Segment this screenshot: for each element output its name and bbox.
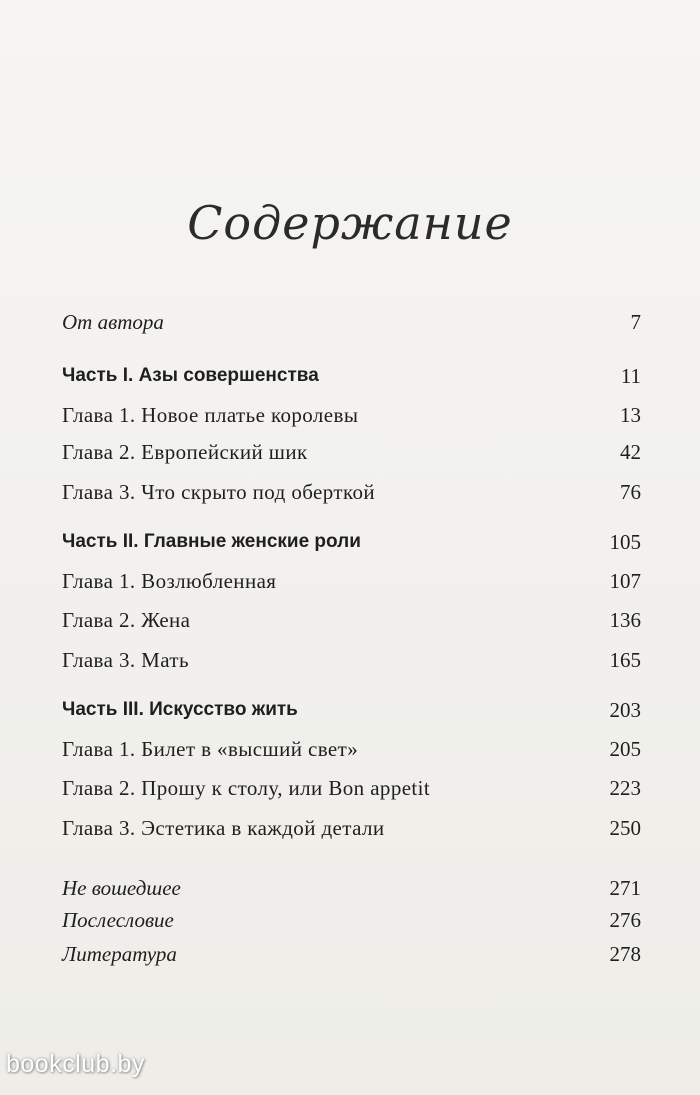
toc-entry-page: 7 (630, 310, 641, 334)
toc-entry-page: 136 (609, 608, 641, 632)
toc-entry-label: Глава 3. Мать (62, 648, 189, 672)
toc-entry-label: Не вошедшее (62, 876, 181, 900)
toc-entry (62, 432, 641, 472)
toc-entry-label: Глава 2. Прошу к столу, или Bon appetit (62, 776, 431, 800)
toc-entry (62, 808, 641, 848)
toc-entry (62, 640, 641, 680)
toc-entry-label: Глава 1. Возлюбленная (62, 569, 277, 593)
toc-entry-label: Часть I. Азы совершенства (62, 365, 319, 386)
toc-entry-page: 107 (609, 569, 641, 593)
toc-entry-label: Часть III. Искусство жить (62, 699, 298, 720)
toc-entry-page: 223 (609, 776, 641, 800)
toc-entry-label: Глава 2. Европейский шик (62, 440, 308, 464)
toc-entry-label: Литература (62, 942, 177, 966)
toc-entry-label: Послесловие (62, 908, 174, 932)
toc-entry-page: 165 (609, 648, 641, 672)
toc-entry-page: 42 (620, 440, 641, 464)
toc-entry-page: 11 (620, 364, 641, 388)
toc-entry-page: 13 (620, 403, 641, 427)
toc-entry (62, 934, 641, 974)
toc-entry-label: От автора (62, 310, 164, 334)
toc-entry (62, 522, 641, 562)
toc-entry-label: Глава 3. Эстетика в каждой детали (62, 816, 385, 840)
toc-entry-page: 271 (609, 876, 641, 900)
toc-entry (62, 472, 641, 512)
toc-entry-label: Часть II. Главные женские роли (62, 531, 361, 552)
toc-entry-page: 276 (609, 908, 641, 932)
toc-entry (62, 356, 641, 396)
toc-entry (62, 690, 641, 730)
toc-entry (62, 768, 641, 808)
toc-entry (62, 395, 641, 435)
toc-entry (62, 302, 641, 342)
toc-entry-label: Глава 3. Что скрыто под оберткой (62, 480, 376, 504)
toc-entry (62, 729, 641, 769)
toc-entry-page: 205 (609, 737, 641, 761)
toc-entry-page: 76 (620, 480, 641, 504)
toc-entry-label: Глава 1. Новое платье королевы (62, 403, 359, 427)
toc-entry-page: 250 (609, 816, 641, 840)
toc-entry-page: 105 (609, 530, 641, 554)
toc-title: Содержание (187, 196, 513, 250)
site-watermark: bookclub.by (6, 1050, 145, 1078)
toc-entry-page: 278 (609, 942, 641, 966)
toc-entry-label: Глава 2. Жена (62, 608, 191, 632)
toc-entry (62, 600, 641, 640)
toc-entry-label: Глава 1. Билет в «высший свет» (62, 737, 359, 761)
toc-entry-page: 203 (609, 698, 641, 722)
toc-entry (62, 561, 641, 601)
